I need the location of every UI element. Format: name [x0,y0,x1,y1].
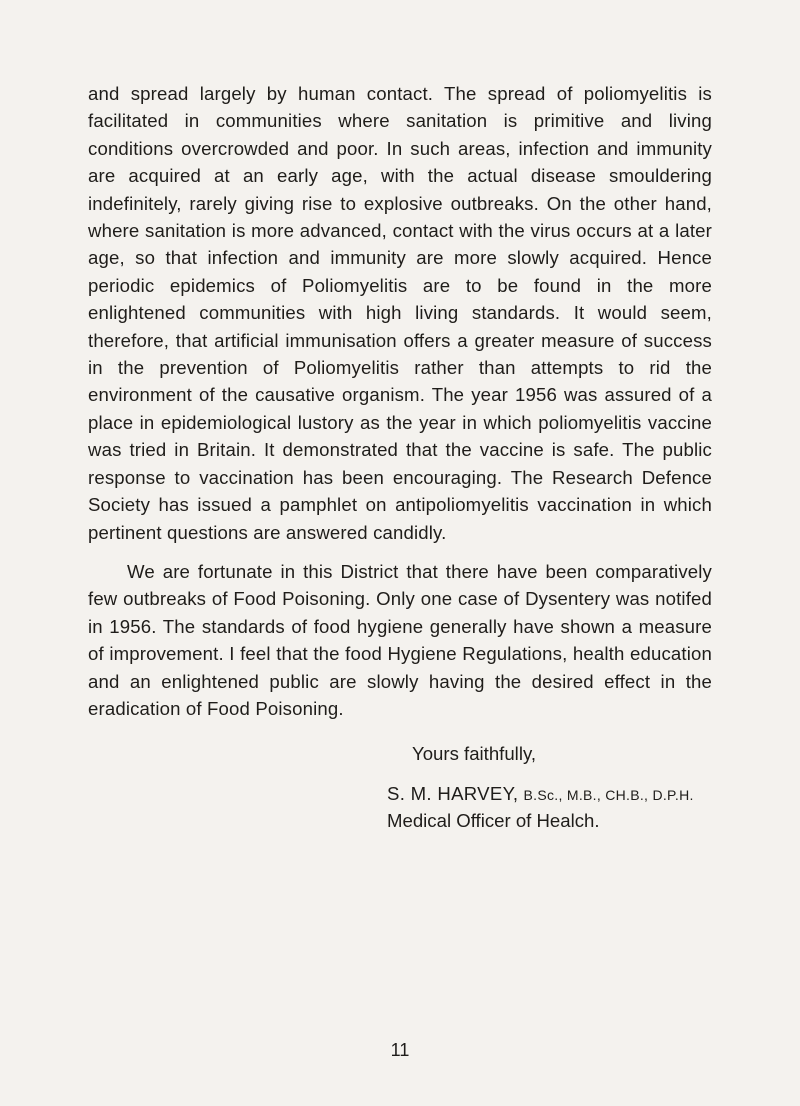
signatory-qualifications: B.Sc., M.B., CH.B., D.P.H. [523,787,694,804]
signature-block [88,781,712,833]
page-number: 11 [390,1040,410,1060]
closing-salutation: Yours faithfully, [412,743,537,765]
body-paragraph-2: We are fortunate in this District that there have been comparatively few outbreaks of Food Poisoning. Only one case of Dysentery was notifed in 1956. The standards of food hygiene generally have shown a measure of improvement. I feel that the food Hygiene Regulations, health education and an enlightened public are slowly having the desired effect in the eradication of Food Poisoning. [88,560,712,719]
body-paragraph-1: and spread largely by human contact. The spread of poliomyelitis is facilitated in communities where sanitation is primitive and living conditions overcrowded and poor. In such areas, infection and immunity are acquired at an early age, with the actual disease smouldering indefinitely, rarely giving rise to explosive outbreaks. On the other hand, where sanitation is more advanced, contact with the virus occurs at a later age, so that infection and immunity are more slowly acquired. Hence periodic epidemics of Poliomyelitis are to be found in the more enlightened communities with high living standards. It would seem, therefore, that artificial immunisation offers a greater measure of success in the prevention of Poliomyelitis rather than attempts to rid the environment of the causative organism. The year 1956 was assured of a place in epidemiological lustory as the year in which poliomyelitis vaccine was tried in Britain. It demonstrated that the vaccine is safe. The public response to vaccination has been encouraging. The Research Defence Society has issued a pamphlet on antipoliomyelitis vaccination in which pertinent questions are answered candidly. [88,83,712,543]
signatory-name: S. M. HARVEY, [387,783,519,805]
signatory-title: Medical Officer of Healch. [387,810,600,832]
letter-page [88,80,712,833]
